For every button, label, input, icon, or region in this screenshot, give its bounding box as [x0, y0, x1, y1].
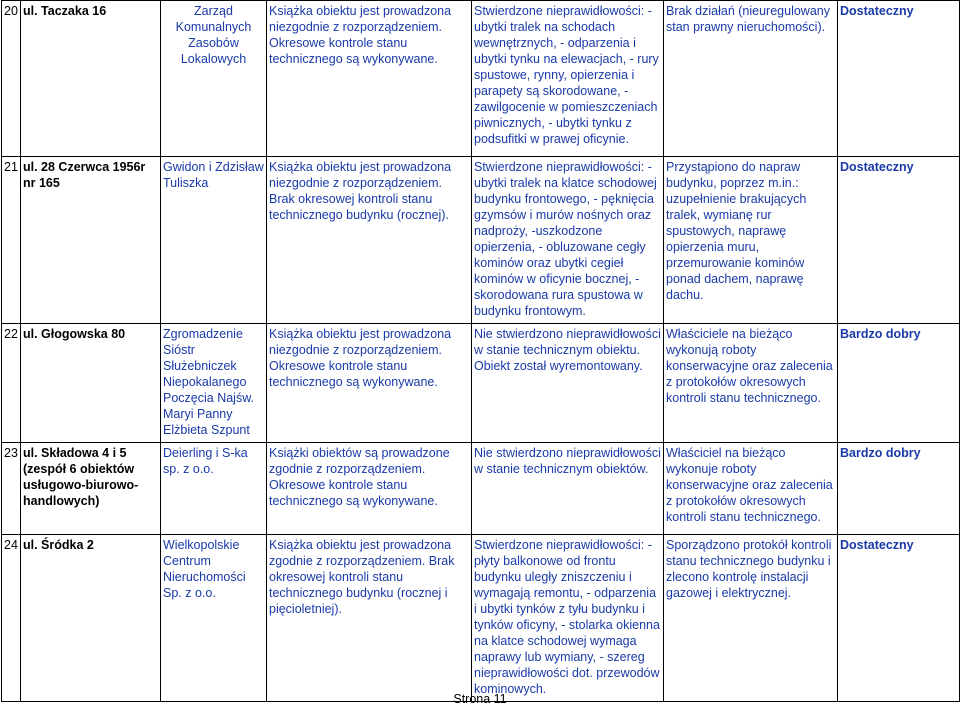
- address-cell: ul. Taczaka 16: [21, 1, 161, 157]
- grade-cell: Dostateczny: [838, 1, 960, 157]
- row-number: 22: [2, 324, 21, 443]
- technical-state-cell: Stwierdzone nieprawidłowości: - ubytki tralek na klatce schodowej budynku frontowego, - pęknięcia gzymsów i murów nośnych oraz nadproży, -uszkodzone opierzenia, - obluzowane cegły kominów oraz ubytki cegieł kominów w oficynie bocznej, - skorodowana rura spustowa w budynku frontowym.: [472, 157, 664, 324]
- actions-cell: Właściciel na bieżąco wykonuje roboty konserwacyjne oraz zalecenia z protokołów okresowych kontroli stanu technicznego.: [664, 443, 838, 535]
- actions-cell: Brak działań (nieuregulowany stan prawny nieruchomości).: [664, 1, 838, 157]
- grade-cell: Dostateczny: [838, 535, 960, 702]
- owner-cell: Gwidon i Zdzisław Tuliszka: [161, 157, 267, 324]
- owner-cell: Deierling i S-ka sp. z o.o.: [161, 443, 267, 535]
- book-status-cell: Książka obiektu jest prowadzona zgodnie z rozporządzeniem. Brak okresowej kontroli stanu technicznego budynku (rocznej i pięcioletniej).: [267, 535, 472, 702]
- book-status-cell: Książka obiektu jest prowadzona niezgodnie z rozporządzeniem. Okresowe kontrole stanu technicznego są wykonywane.: [267, 1, 472, 157]
- address-cell: ul. Głogowska 80: [21, 324, 161, 443]
- grade-cell: Bardzo dobry: [838, 324, 960, 443]
- table-row: [2, 324, 960, 443]
- technical-state-cell: Stwierdzone nieprawidłowości: - ubytki tralek na schodach wewnętrznych, - odparzenia i ubytki tynku na elewacjach, - rury spustowe, rynny, opierzenia i parapety są skorodowane, - zawilgocenie w pomieszczeniach piwnicznych, - ubytki tynku z podsufitki w prawej oficynie.: [472, 1, 664, 157]
- row-number: 24: [2, 535, 21, 702]
- page-number: Strona 11: [453, 692, 507, 706]
- technical-state-cell: Nie stwierdzono nieprawidłowości w stanie technicznym obiektu. Obiekt został wyremontowany.: [472, 324, 664, 443]
- book-status-cell: Książka obiektu jest prowadzona niezgodnie z rozporządzeniem. Brak okresowej kontroli stanu technicznego budynku (rocznej).: [267, 157, 472, 324]
- owner-cell: Wielkopolskie Centrum Nieruchomości Sp. z o.o.: [161, 535, 267, 702]
- technical-state-cell: Nie stwierdzono nieprawidłowości w stanie technicznym obiektów.: [472, 443, 664, 535]
- owner-cell: Zgromadzenie Sióstr Służebniczek Niepokalanego Poczęcia Najśw. Maryi Panny Elżbieta Szpunt: [161, 324, 267, 443]
- row-number: 20: [2, 1, 21, 157]
- actions-cell: Sporządzono protokół kontroli stanu technicznego budynku i zlecono kontrolę instalacji gazowej i elektrycznej.: [664, 535, 838, 702]
- grade-cell: Dostateczny: [838, 157, 960, 324]
- actions-cell: Przystąpiono do napraw budynku, poprzez m.in.: uzupełnienie brakujących tralek, wymianę rur spustowych, naprawę opierzenia muru, przemurowanie kominów ponad dachem, naprawę dachu.: [664, 157, 838, 324]
- book-status-cell: Książka obiektu jest prowadzona niezgodnie z rozporządzeniem. Okresowe kontrole stanu technicznego są wykonywane.: [267, 324, 472, 443]
- row-number: 23: [2, 443, 21, 535]
- inspection-table: [1, 0, 960, 702]
- table-row: [2, 443, 960, 535]
- row-number: 21: [2, 157, 21, 324]
- address-cell: ul. 28 Czerwca 1956r nr 165: [21, 157, 161, 324]
- address-cell: ul. Składowa 4 i 5 (zespół 6 obiektów usługowo-biurowo-handlowych): [21, 443, 161, 535]
- table-row: [2, 1, 960, 157]
- address-cell: ul. Śródka 2: [21, 535, 161, 702]
- actions-cell: Właściciele na bieżąco wykonują roboty konserwacyjne oraz zalecenia z protokołów okresowych kontroli stanu technicznego.: [664, 324, 838, 443]
- table-row: [2, 157, 960, 324]
- book-status-cell: Książki obiektów są prowadzone zgodnie z rozporządzeniem. Okresowe kontrole stanu technicznego są wykonywane.: [267, 443, 472, 535]
- technical-state-cell: Stwierdzone nieprawidłowości: - płyty balkonowe od frontu budynku uległy zniszczeniu i wymagają remontu, - odparzenia i ubytki tynków z tyłu budynku i tynków oficyny, - stolarka okienna na klatce schodowej wymaga naprawy lub wymiany, - szereg nieprawidłowości dot. przewodów kominowych.: [472, 535, 664, 702]
- table-row: [2, 535, 960, 702]
- owner-cell: Zarząd Komunalnych Zasobów Lokalowych: [161, 1, 267, 157]
- grade-cell: Bardzo dobry: [838, 443, 960, 535]
